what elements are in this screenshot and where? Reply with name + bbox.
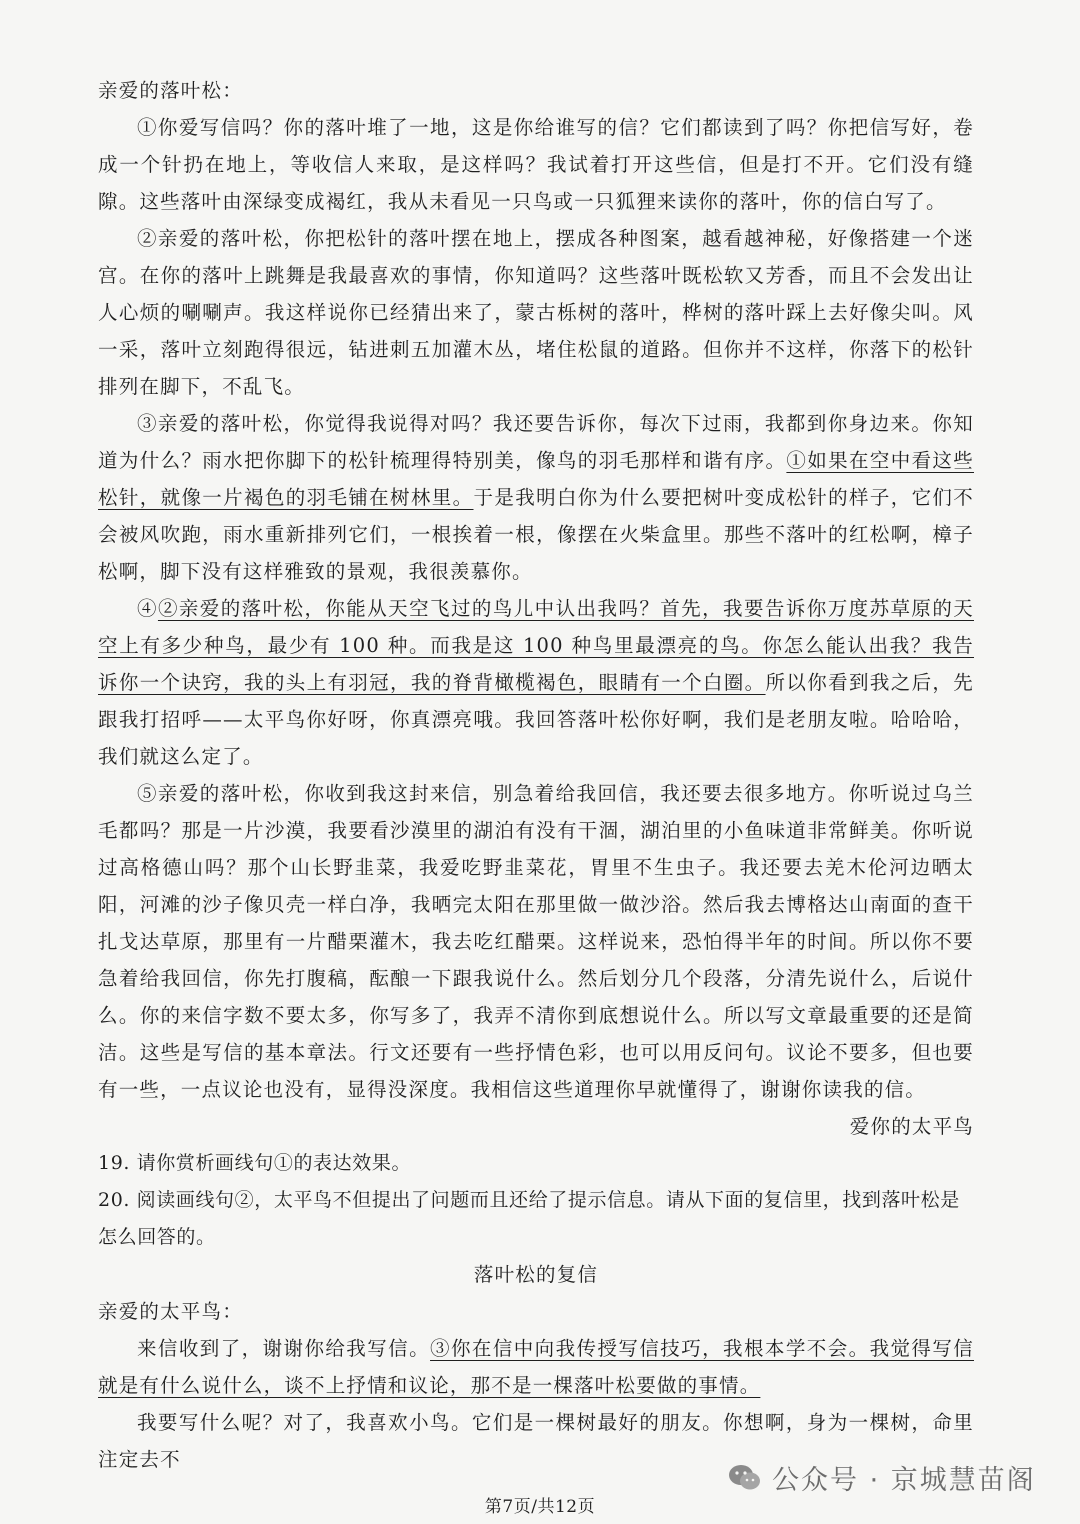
letter-signature: 爱你的太平鸟	[849, 1115, 974, 1138]
paragraph-4-text-b: 所以你看到我之后，先跟我打招呼——太平鸟你好呀，你真漂亮哦。我回答落叶松你好啊，我们是老朋友啦。哈哈哈，我们就这么定了。	[98, 671, 974, 768]
question-19: 19. 请你赏析画线句①的表达效果。	[98, 1152, 412, 1174]
question-20: 20. 阅读画线句②，太平鸟不但提出了问题而且还给了提示信息。请从下面的复信里，找到落叶松是怎么回答的。	[98, 1189, 960, 1248]
paragraph-4-number: ④	[137, 597, 158, 620]
reply-salutation: 亲爱的太平鸟：	[98, 1300, 243, 1323]
reply-paragraph-1	[98, 1330, 974, 1404]
reply-paragraph-2: 我要写什么呢？对了，我喜欢小鸟。它们是一棵树最好的朋友。你想啊，身为一棵树，命里注定去不	[98, 1411, 974, 1471]
reply-letter-title: 落叶松的复信	[473, 1263, 599, 1286]
underlined-sentence-1: ①如果在空中看这些松针，就像一片褐色的羽毛铺在树林里。	[98, 449, 974, 509]
watermark-text: 公众号 · 京城慧苗阁	[772, 1465, 1036, 1496]
paragraph-2: ②亲爱的落叶松，你把松针的落叶摆在地上，摆成各种图案，越看越神秘，好像搭建一个迷宫。在你的落叶上跳舞是我最喜欢的事情，你知道吗？这些落叶既松软又芳香，而且不会发出让人心烦的唰唰声。我这样说你已经猜出来了，蒙古栎树的落叶，桦树的落叶踩上去好像尖叫。风一采，落叶立刻跑得很远，钻进刺五加灌木丛，堵住松鼠的道路。但你并不这样，你落下的松针排列在脚下，不乱飞。	[98, 227, 974, 398]
paragraph-3	[98, 405, 974, 590]
underlined-sentence-3: ③你在信中向我传授写信技巧，我根本学不会。我觉得写信就是有什么说什么，谈不上抒情和议论，那不是一棵落叶松要做的事情。	[98, 1337, 974, 1397]
underlined-sentence-2: ②亲爱的落叶松，你能从天空飞过的鸟儿中认出我吗？首先，我要告诉你万度苏草原的天空上有多少种鸟，最少有 100 种。而我是这 100 种鸟里最漂亮的鸟。你怎么能认出我？我告诉你一个诀窍，我的头上有羽冠，我的脊背橄榄褐色，眼睛有一个白圈。	[98, 597, 974, 694]
paragraph-3-text-a: ③亲爱的落叶松，你觉得我说得对吗？我还要告诉你，每次下过雨，我都到你身边来。你知道为什么？雨水把你脚下的松针梳理得特别美，像鸟的羽毛那样和谐有序。	[98, 412, 974, 472]
wechat-icon	[728, 1463, 762, 1493]
paragraph-3-text-b: 于是我明白你为什么要把树叶变成松针的样子，它们不会被风吹跑，雨水重新排列它们，一根挨着一根，像摆在火柴盒里。那些不落叶的红松啊，樟子松啊，脚下没有这样雅致的景观，我很羡慕你。	[98, 486, 974, 583]
reply-paragraph-1-text: 来信收到了，谢谢你给我写信。	[137, 1337, 431, 1360]
page-number: 第7页/共12页	[484, 1497, 596, 1517]
paragraph-5: ⑤亲爱的落叶松，你收到我这封来信，别急着给我回信，我还要去很多地方。你听说过乌兰毛都吗？那是一片沙漠，我要看沙漠里的湖泊有没有干涸，湖泊里的小鱼味道非常鲜美。你听说过高格德山吗？那个山长野韭菜，我爱吃野韭菜花，胃里不生虫子。我还要去羌木伦河边晒太阳，河滩的沙子像贝壳一样白净，我晒完太阳在那里做一做沙浴。然后我去博格达山南面的查干扎戈达草原，那里有一片醋栗灌木，我去吃红醋栗。这样说来，恐怕得半年的时间。所以你不要急着给我回信，你先打腹稿，酝酿一下跟我说什么。然后划分几个段落，分清先说什么，后说什么。你的来信字数不要太多，你写多了，我弄不清你到底想说什么。所以写文章最重要的还是简洁。这些是写信的基本章法。行文还要有一些抒情色彩，也可以用反问句。议论不要多，但也要有一些，一点议论也没有，显得没深度。我相信这些道理你早就懂得了，谢谢你读我的信。	[98, 782, 974, 1101]
paragraph-1: ①你爱写信吗？你的落叶堆了一地，这是你给谁写的信？它们都读到了吗？你把信写好，卷成一个针扔在地上，等收信人来取，是这样吗？我试着打开这些信，但是打不开。它们没有缝隙。这些落叶由深绿变成褐红，我从未看见一只鸟或一只狐狸来读你的落叶，你的信白写了。	[98, 116, 974, 213]
letter-salutation: 亲爱的落叶松：	[98, 79, 243, 102]
letter-body	[98, 72, 974, 1478]
paragraph-4	[98, 590, 974, 775]
